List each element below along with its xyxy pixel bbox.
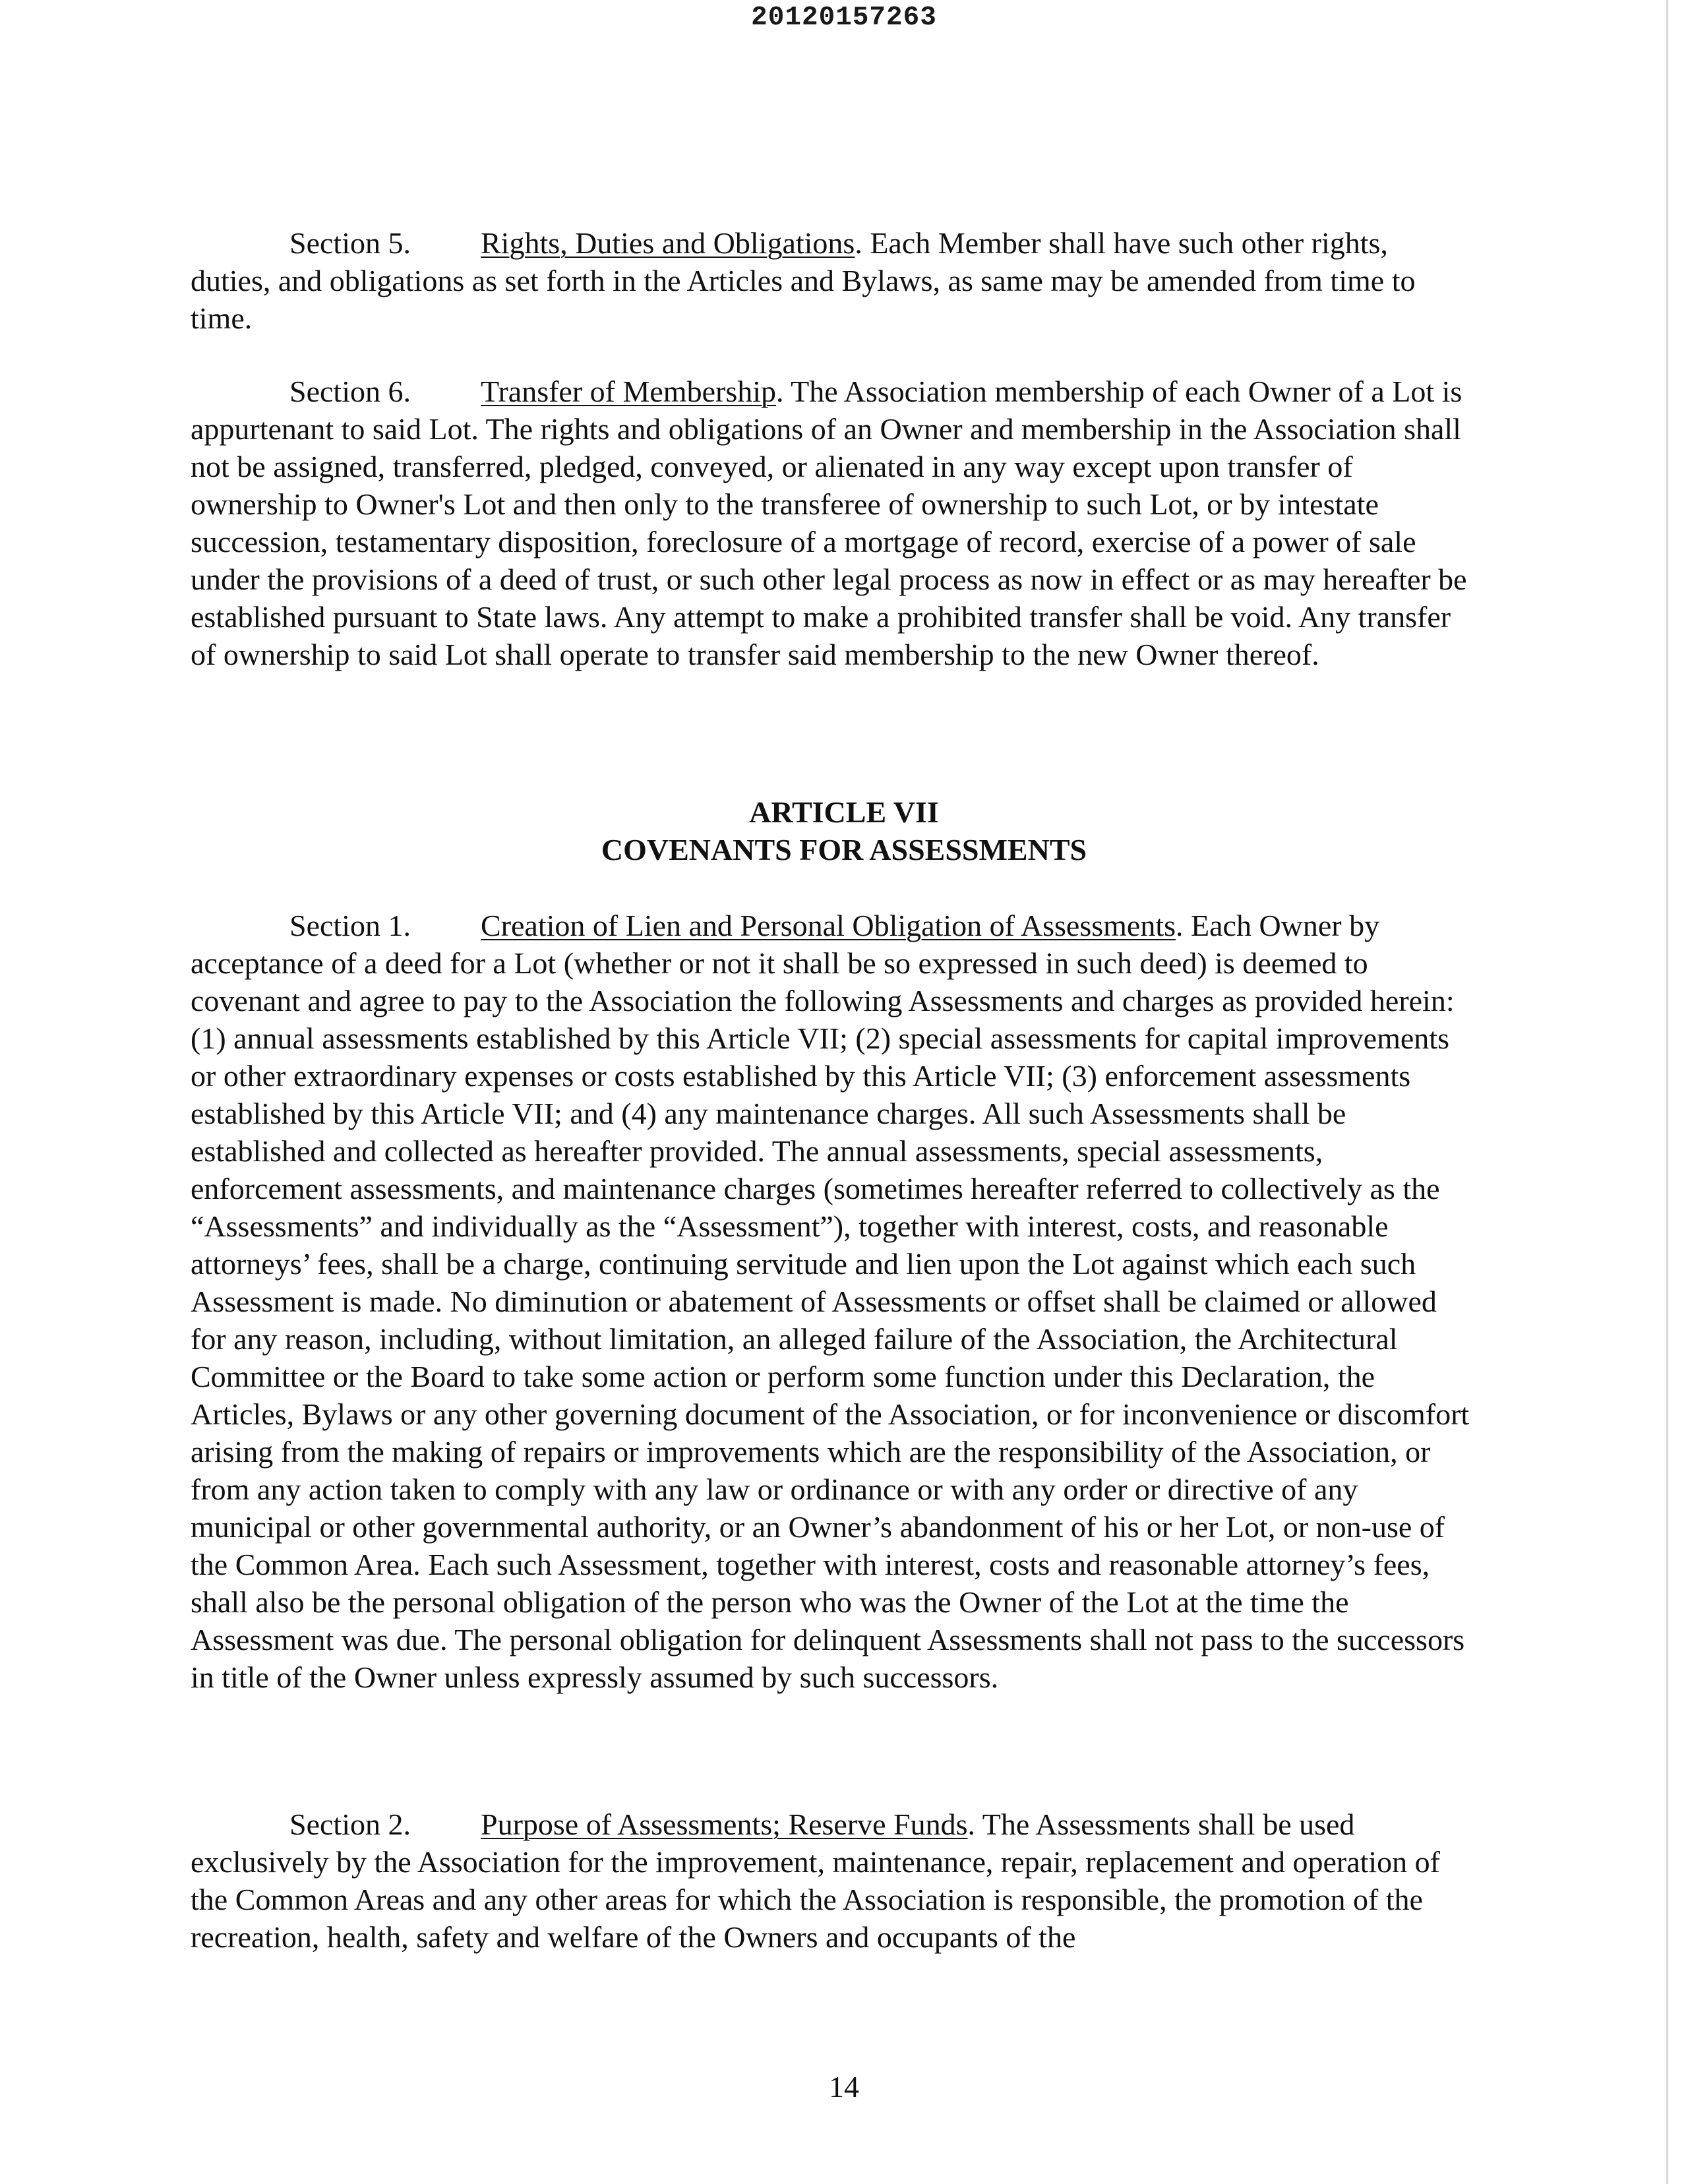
document-number: 20120157263 — [751, 3, 937, 33]
section-text: . The Assessments shall be used exclusively by the Association for the improvement, maintenance, repair, replacement and operation of the Common Areas and any other areas for which the Association is responsible, the promotion of the recreation, health, safety and welfare of the Owners and occupants of the — [191, 1807, 1440, 1954]
section-number: Section 1. — [289, 909, 411, 942]
page-number: 14 — [829, 2070, 859, 2104]
article-heading: ARTICLE VII — [749, 795, 939, 829]
section-number: Section 2. — [289, 1807, 411, 1841]
section-2-paragraph — [191, 1805, 1470, 1956]
section-5-paragraph — [191, 224, 1470, 337]
section-text: . The Association membership of each Owner of a Lot is appurtenant to said Lot. The rights and obligations of an Owner and membership in the Association shall not be assigned, transferred, pledged, conveyed, or alienated in any way except upon transfer of ownership to Owner's Lot and then only to the transferee of ownership to such Lot, or by intestate succession, testamentary disposition, foreclosure of a mortgage of record, exercise of a power of sale under the provisions of a deed of trust, or such other legal process as now in effect or as may hereafter be established pursuant to State laws. Any attempt to make a prohibited transfer shall be void. Any transfer of ownership to said Lot shall operate to transfer said membership to the new Owner thereof. — [191, 375, 1467, 671]
section-text: . Each Member shall have such other rights, duties, and obligations as set forth in the Articles and Bylaws, as same may be amended from time to time. — [191, 226, 1416, 335]
section-title: Purpose of Assessments; Reserve Funds — [481, 1807, 968, 1841]
section-number: Section 5. — [289, 226, 411, 260]
section-title: Creation of Lien and Personal Obligation of Assessments — [481, 909, 1176, 942]
section-title: Rights, Duties and Obligations — [481, 226, 855, 260]
scan-edge-line — [1666, 0, 1668, 2184]
section-number: Section 6. — [289, 375, 411, 408]
section-text: . Each Owner by acceptance of a deed for a Lot (whether or not it shall be so expressed in such deed) is deemed to covenant and agree to pay to the Association the following Assessments and charges as provided herein: (1) annual assessments established by this Article VII; (2) special assessments for capital improvements or other extraordinary expenses or costs established by this Article VII; (3) enforcement assessments established by this Article VII; and (4) any maintenance charges. All such Assessments shall be established and collected as hereafter provided. The annual assessments, special assessments, enforcement assessments, and maintenance charges (sometimes hereafter referred to collectively as the “Assessments” and individually as the “Assessment”), together with interest, costs, and reasonable attorneys’ fees, shall be a charge, continuing servitude and lien upon the Lot against which each such Assessment is made. No diminution or abatement of Assessments or offset shall be claimed or allowed for any reason, including, without limitation, an alleged failure of the Association, the Architectural Committee or the Board to take some action or perform some function under this Declaration, the Articles, Bylaws or any other governing document of the Association, or for inconvenience or discomfort arising from the making of repairs or improvements which are the responsibility of the Association, or from any action taken to comply with any law or ordinance or with any order or directive of any municipal or other governmental authority, or an Owner’s abandonment of his or her Lot, or non-use of the Common Area. Each such Assessment, together with interest, costs and reasonable attorney’s fees, shall also be the personal obligation of the person who was the Owner of the Lot at the time the Assessment was due. The personal obligation for delinquent Assessments shall not pass to the successors in title of the Owner unless expressly assumed by such successors. — [191, 909, 1470, 1694]
section-title: Transfer of Membership — [481, 375, 777, 408]
article-subheading: COVENANTS FOR ASSESSMENTS — [601, 833, 1087, 866]
section-1-paragraph — [191, 907, 1470, 1696]
section-6-paragraph — [191, 373, 1470, 673]
